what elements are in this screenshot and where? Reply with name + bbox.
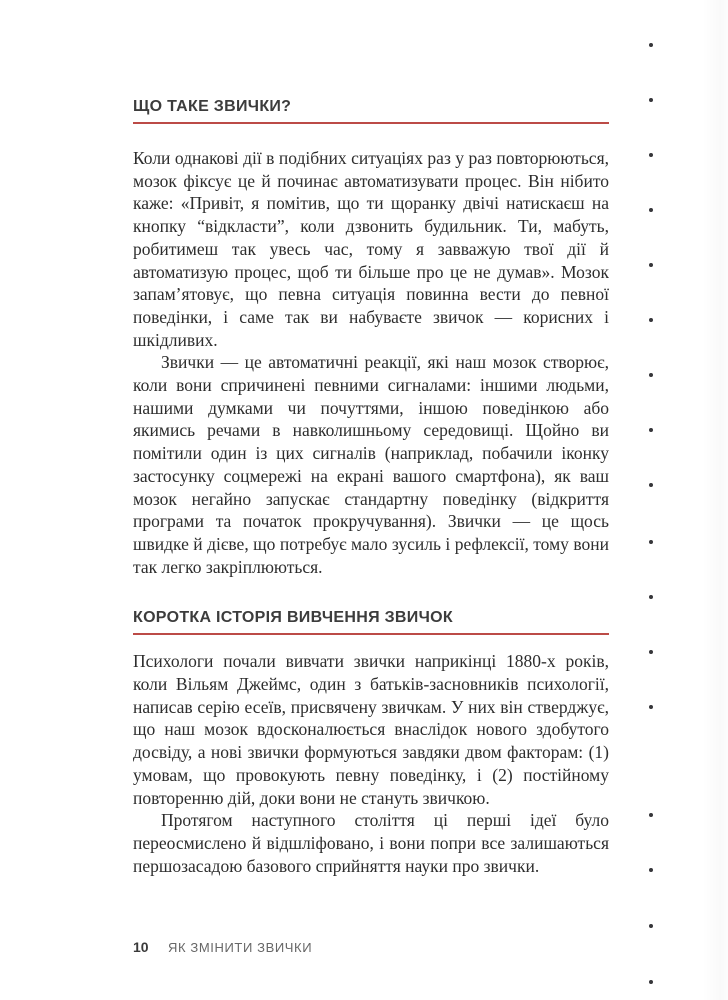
binding-dot	[649, 263, 653, 267]
section-history-of-habit-research	[133, 608, 609, 877]
binding-dot	[649, 373, 653, 377]
binding-dot	[649, 318, 653, 322]
binding-dot	[649, 980, 653, 984]
binding-dot	[649, 540, 653, 544]
binding-dot	[649, 98, 653, 102]
binding-dot	[649, 868, 653, 872]
page-footer	[133, 939, 312, 957]
section-what-are-habits	[133, 97, 609, 578]
binding-dot	[649, 428, 653, 432]
binding-dot	[649, 43, 653, 47]
page-content	[133, 0, 609, 877]
paragraph: Психологи почали вивчати звички наприкінці 1880-х років, коли Вільям Джеймс, один з батьків-засновників психології, написав серію есеїв, присвячену звичкам. У них він стверджує, що наш мозок вдосконалюється внаслідок нового здобутого досвіду, а нові звички формуються завдяки двом факторам: (1) умовам, що провокують певну поведінку, і (2) постійному повторенню дій, доки вони не стануть звичкою.	[133, 651, 609, 808]
paragraph: Звички — це автоматичні реакції, які наш мозок створює, коли вони спричинені певними сигналами: іншими людьми, нашими думками чи почуттями, іншою поведінкою або якимись речами в навколишньому середовищі. Щойно ви помітили один із цих сигналів (наприклад, побачили іконку застосунку соцмережі на екрані вашого смартфона), як ваш мозок негайно запускає стандартну поведінку (відкриття програми та початок прокручування). Звички — це щось швидке й дієве, що потребує мало зусиль і рефлексії, тому вони так легко закріплюються.	[133, 352, 609, 577]
page-edge-shadow	[702, 0, 728, 1000]
binding-dot	[649, 924, 653, 928]
binding-dot	[649, 705, 653, 709]
binding-dot	[649, 595, 653, 599]
binding-dot	[649, 650, 653, 654]
paragraph: Протягом наступного століття ці перші ідеї було переосмислено й відшліфовано, і вони попри все залишаються першозасадою базового сприйняття науки про звички.	[133, 810, 609, 876]
section-heading: КОРОТКА ІСТОРІЯ ВИВЧЕННЯ ЗВИЧОК	[133, 608, 609, 635]
binding-dot	[649, 208, 653, 212]
running-title: ЯК ЗМІНИТИ ЗВИЧКИ	[168, 940, 313, 955]
page-number: 10	[133, 939, 149, 955]
section-heading: ЩО ТАКЕ ЗВИЧКИ?	[133, 97, 609, 124]
binding-dot	[649, 483, 653, 487]
binding-dot	[649, 813, 653, 817]
binding-dot	[649, 153, 653, 157]
paragraph: Коли однакові дії в подібних ситуаціях раз у раз повторюються, мозок фіксує це й починає автоматизувати процес. Він нібито каже: «Привіт, я помітив, що ти щоранку двічі натискаєш на кнопку “відкласти”, коли дзвонить будильник. Ти, мабуть, робитимеш так увесь час, тому я завважую твої дії й автоматизую процес, щоб ти більше про це не думав». Мозок запам’ятовує, що певна ситуація повинна вести до певної поведінки, і саме так ви набуваєте звичок — корисних і шкідливих.	[133, 148, 609, 350]
